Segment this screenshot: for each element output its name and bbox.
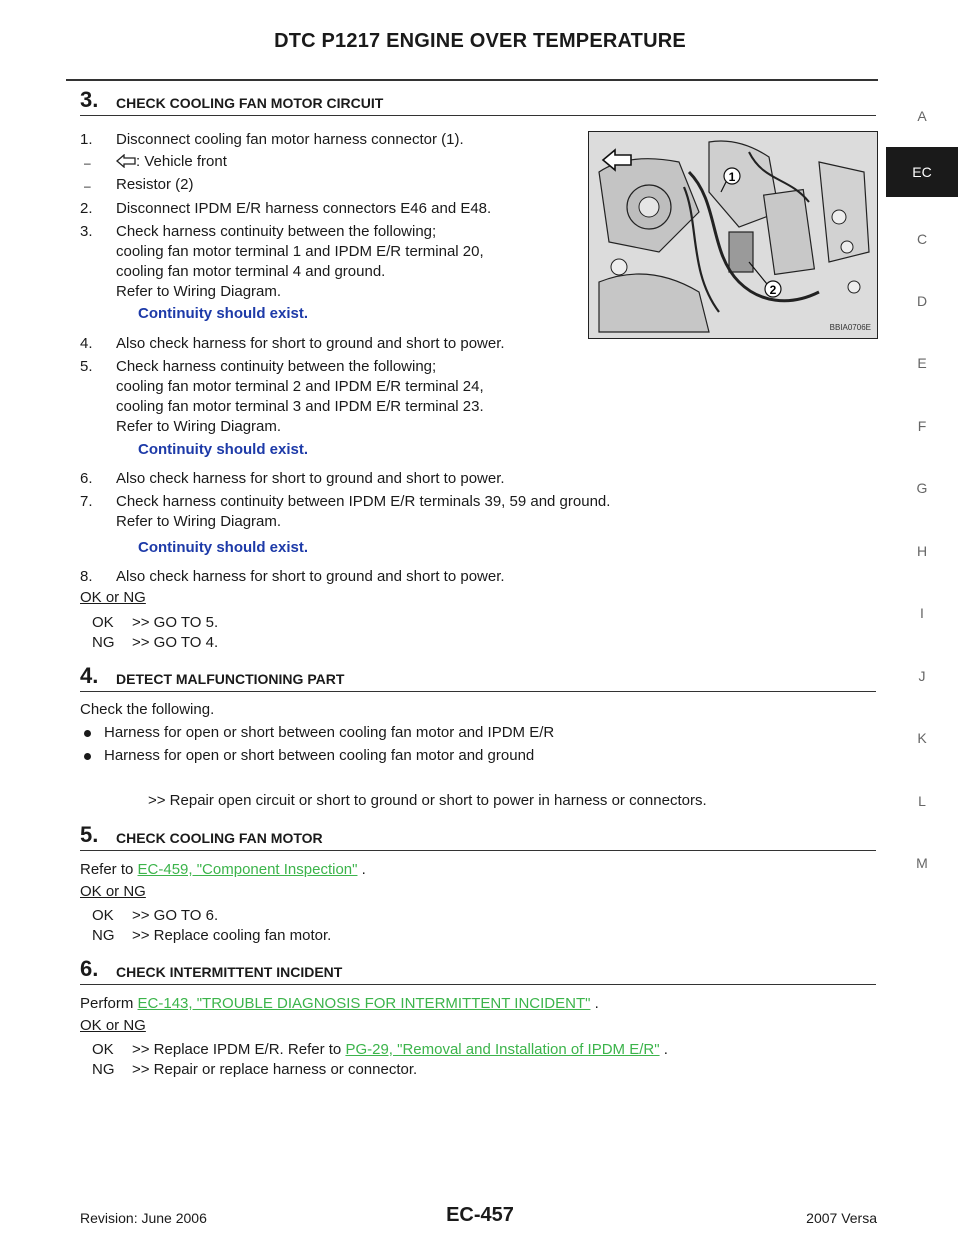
ok-or-ng-label: OK or NG xyxy=(80,883,146,900)
section-title: CHECK COOLING FAN MOTOR xyxy=(116,830,323,846)
section-5-header xyxy=(80,824,876,851)
tab-e[interactable]: E xyxy=(917,355,927,371)
result-list: OK >> GO TO 6. NG >> Replace cooling fan motor. xyxy=(92,907,332,944)
section-title: CHECK COOLING FAN MOTOR CIRCUIT xyxy=(116,95,384,111)
spec-continuity-3: Continuity should exist. xyxy=(138,539,309,556)
list-item: Harness for open or short between cooling fan motor and ground xyxy=(84,746,534,766)
component-inspection-link[interactable]: EC-459, "Component Inspection" xyxy=(137,861,358,878)
tab-d[interactable]: D xyxy=(916,293,928,309)
ipdm-removal-link[interactable]: PG-29, "Removal and Installation of IPDM E/R" xyxy=(345,1041,660,1058)
tab-ec[interactable]: EC xyxy=(886,147,958,197)
tab-f[interactable]: F xyxy=(917,418,927,434)
engine-bay-illustration xyxy=(588,131,878,339)
intermittent-incident-ref: Perform EC-143, "TROUBLE DIAGNOSIS FOR INTERMITTENT INCIDENT" . xyxy=(80,995,599,1012)
section-4-header xyxy=(80,665,876,692)
component-inspection-ref: Refer to EC-459, "Component Inspection" . xyxy=(80,861,366,878)
tab-a[interactable]: A xyxy=(917,108,927,124)
tab-i[interactable]: I xyxy=(920,605,924,621)
tab-j[interactable]: J xyxy=(918,668,926,684)
tab-l[interactable]: L xyxy=(918,793,926,809)
step-3: 3. Check harness continuity between the following; cooling fan motor terminal 1 and IPDM E/R terminal 20, cooling fan motor terminal 4 and ground. Refer to Wiring Diagram. xyxy=(80,223,484,300)
step-6: 6. Also check harness for short to ground and short to power. xyxy=(80,470,505,487)
ok-or-ng-label: OK or NG xyxy=(80,1017,146,1034)
header-rule xyxy=(66,79,878,81)
tab-m[interactable]: M xyxy=(916,855,928,871)
resistor-legend: Resistor (2) xyxy=(116,176,194,193)
step-8: 8. Also check harness for short to ground and short to power. xyxy=(80,568,505,585)
footer-revision: Revision: June 2006 xyxy=(80,1210,207,1226)
section-title: DETECT MALFUNCTIONING PART xyxy=(116,671,345,687)
bullet-icon xyxy=(84,730,91,737)
check-intro: Check the following. xyxy=(80,701,215,718)
spec-continuity-2: Continuity should exist. xyxy=(138,441,309,458)
arrow-left-icon xyxy=(116,154,136,168)
section-title: CHECK INTERMITTENT INCIDENT xyxy=(116,964,343,980)
vehicle-front-legend: : Vehicle front xyxy=(116,152,227,172)
tab-k[interactable]: K xyxy=(917,730,927,746)
section-3-header xyxy=(80,89,876,116)
dash-marker: – xyxy=(84,179,91,193)
page-number: EC-457 xyxy=(446,1204,514,1226)
tab-h[interactable]: H xyxy=(916,543,928,559)
repair-result: >> Repair open circuit or short to ground or short to power in harness or connectors. xyxy=(148,792,707,809)
section-number: 5. xyxy=(80,822,99,847)
step-4: 4. Also check harness for short to ground and short to power. xyxy=(80,335,505,352)
figure-code: BBIA0706E xyxy=(829,323,871,332)
section-number: 3. xyxy=(80,87,99,112)
dash-marker: – xyxy=(84,156,91,170)
step-5: 5. Check harness continuity between the following; cooling fan motor terminal 2 and IPDM E/R terminal 24, cooling fan motor terminal 3 and IPDM E/R terminal 23. Refer to Wiring Diagram. xyxy=(80,358,484,435)
tab-c[interactable]: C xyxy=(916,231,928,247)
ok-or-ng-label: OK or NG xyxy=(80,589,146,606)
step-1: 1. Disconnect cooling fan motor harness connector (1). xyxy=(80,131,464,148)
tab-g[interactable]: G xyxy=(916,480,928,496)
section-6-header xyxy=(80,958,876,985)
section-number: 6. xyxy=(80,956,99,981)
list-item: Harness for open or short between cooling fan motor and IPDM E/R xyxy=(84,723,554,743)
bullet-icon xyxy=(84,753,91,760)
step-7: 7. Check harness continuity between IPDM E/R terminals 39, 59 and ground. Refer to Wiring Diagram. xyxy=(80,493,611,530)
spec-continuity-1: Continuity should exist. xyxy=(138,305,309,322)
page-title: DTC P1217 ENGINE OVER TEMPERATURE xyxy=(274,30,686,52)
engine-diagram xyxy=(589,132,877,338)
result-list: OK >> Replace IPDM E/R. Refer to PG-29, "Removal and Installation of IPDM E/R" . NG >> Repair or replace harness or connector. xyxy=(92,1041,668,1078)
result-list: OK >> GO TO 5. NG >> GO TO 4. xyxy=(92,614,219,651)
footer-model: 2007 Versa xyxy=(806,1210,877,1226)
step-2: 2. Disconnect IPDM E/R harness connectors E46 and E48. xyxy=(80,200,492,217)
svg-text:1: 1 xyxy=(728,170,736,184)
section-number: 4. xyxy=(80,663,99,688)
intermittent-incident-link[interactable]: EC-143, "TROUBLE DIAGNOSIS FOR INTERMITTENT INCIDENT" xyxy=(137,995,591,1012)
svg-text:2: 2 xyxy=(769,283,777,297)
